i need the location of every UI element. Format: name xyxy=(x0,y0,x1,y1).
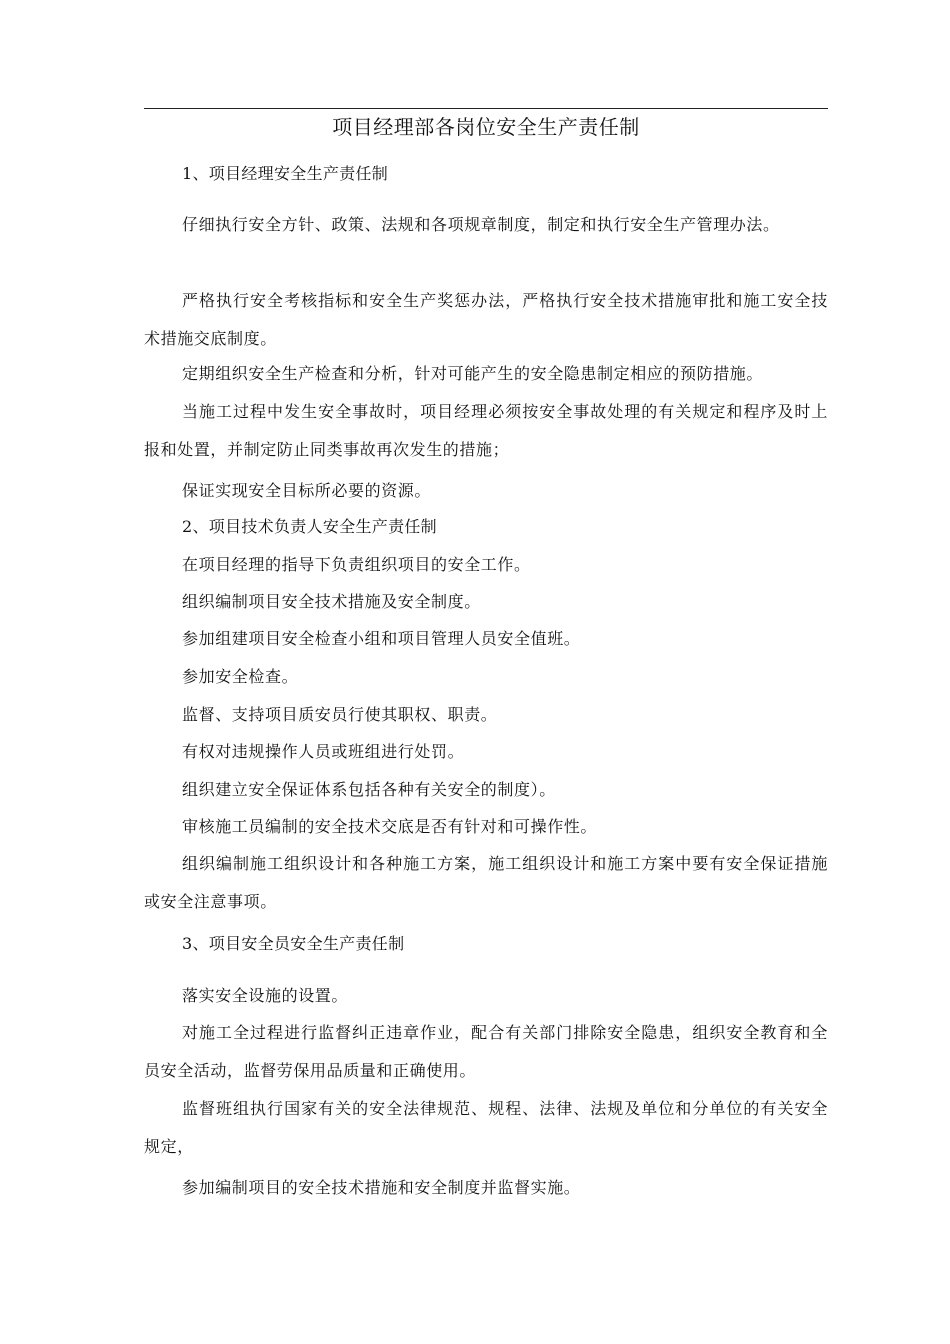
paragraph: 参加编制项目的安全技术措施和安全制度并监督实施。 xyxy=(182,1178,581,1197)
paragraph: 定期组织安全生产检查和分析，针对可能产生的安全隐患制定相应的预防措施。 xyxy=(182,364,764,383)
paragraph: 审核施工员编制的安全技术交底是否有针对和可操作性。 xyxy=(182,817,598,836)
paragraph: 仔细执行安全方针、政策、法规和各项规章制度，制定和执行安全生产管理办法。 xyxy=(182,215,780,234)
paragraph: 对施工全过程进行监督纠正违章作业，配合有关部门排除安全隐患，组织安全教育和全员安全活动，监督劳保用品质量和正确使用。 xyxy=(144,1023,828,1080)
document-title: 项目经理部各岗位安全生产责任制 xyxy=(332,115,640,139)
section-heading-safety-officer: 3、项目安全员安全生产责任制 xyxy=(182,934,405,953)
paragraph: 保证实现安全目标所必要的资源。 xyxy=(182,481,432,500)
paragraph: 组织建立安全保证体系包括各种有关安全的制度）。 xyxy=(182,780,556,799)
paragraph: 监督班组执行国家有关的安全法律规范、规程、法律、法规及单位和分单位的有关安全规定， xyxy=(144,1099,828,1156)
paragraph: 组织编制项目安全技术措施及安全制度。 xyxy=(182,592,481,611)
paragraph: 监督、支持项目质安员行使其职权、职责。 xyxy=(182,705,498,724)
header-rule xyxy=(144,108,828,109)
paragraph: 在项目经理的指导下负责组织项目的安全工作。 xyxy=(182,555,531,574)
document-page xyxy=(144,0,828,1344)
paragraph: 当施工过程中发生安全事故时，项目经理必须按安全事故处理的有关规定和程序及时上报和处置，并制定防止同类事故再次发生的措施； xyxy=(144,402,828,459)
section-heading-project-manager: 1、项目经理安全生产责任制 xyxy=(182,164,389,183)
paragraph: 参加安全检查。 xyxy=(182,667,299,686)
paragraph: 组织编制施工组织设计和各种施工方案，施工组织设计和施工方案中要有安全保证措施或安全注意事项。 xyxy=(144,854,828,911)
paragraph: 有权对违规操作人员或班组进行处罚。 xyxy=(182,742,465,761)
paragraph: 严格执行安全考核指标和安全生产奖惩办法，严格执行安全技术措施审批和施工安全技术措施交底制度。 xyxy=(144,291,828,348)
paragraph: 参加组建项目安全检查小组和项目管理人员安全值班。 xyxy=(182,629,581,648)
section-heading-technical-lead: 2、项目技术负责人安全生产责任制 xyxy=(182,517,437,536)
paragraph: 落实安全设施的设置。 xyxy=(182,986,349,1005)
